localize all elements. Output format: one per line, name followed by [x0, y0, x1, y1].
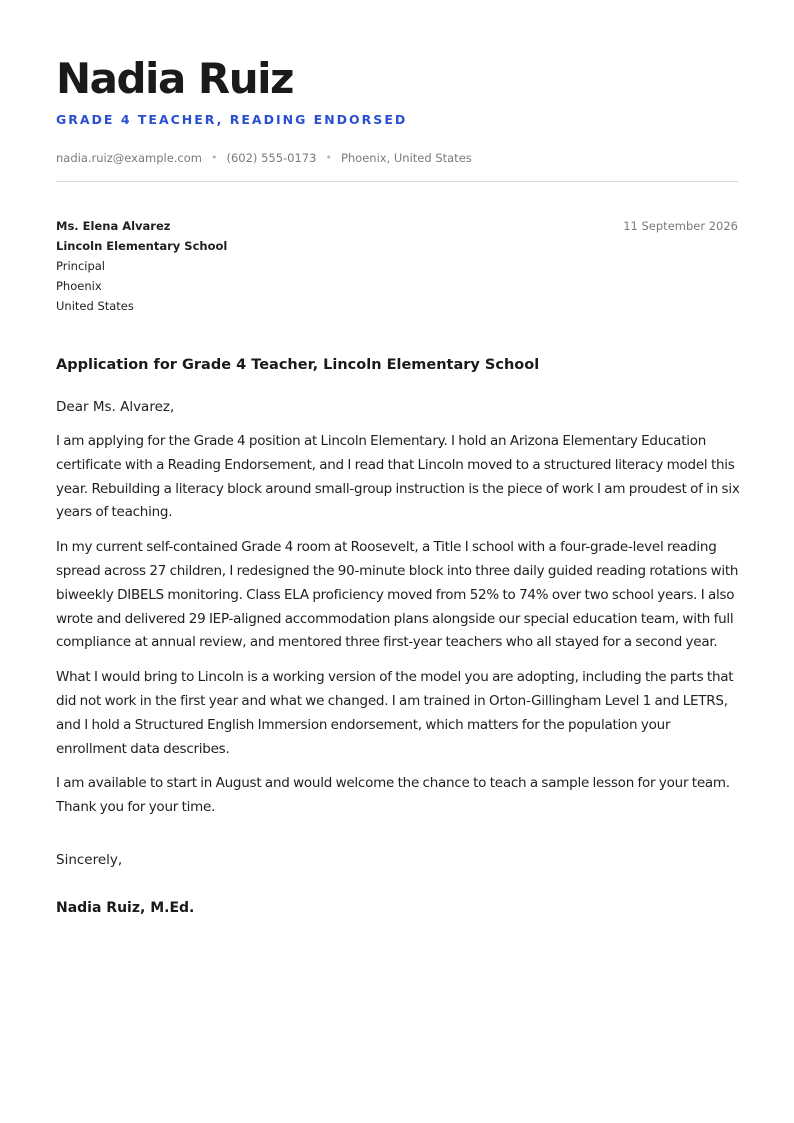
letter-meta — [56, 216, 738, 326]
recipient-title: Principal — [56, 259, 106, 273]
letter-paragraph: What I would bring to Lincoln is a working version of the model you are adopting, including the parts that did not work in the first year and what we changed. I am trained in Orton-Gillingham Level 1 and LETRS, and I hold a Structured English Immersion endorsement, which matters for the population your enrollment data describes. — [56, 669, 734, 757]
letter-signature: Nadia Ruiz, M.Ed. — [56, 899, 195, 916]
contact-location: Phoenix, United States — [340, 151, 472, 165]
header-divider — [56, 181, 738, 182]
recipient-name: Ms. Elena Alvarez — [56, 219, 171, 233]
contact-separator: • — [211, 151, 218, 164]
letter-subject: Application for Grade 4 Teacher, Lincoln Elementary School — [56, 357, 540, 373]
applicant-role: GRADE 4 TEACHER, READING ENDORSED — [56, 112, 408, 127]
letter-salutation: Dear Ms. Alvarez, — [56, 399, 175, 415]
letter-paragraph: In my current self-contained Grade 4 room at Roosevelt, a Title I school with a four-grade-level reading spread across 27 children, I redesigned the 90-minute block into three daily guided reading rotations with biweekly DIBELS monitoring. Class ELA proficiency moved from 52% to 74% over two school years. I also wrote and delivered 29 IEP-aligned accommodation plans alongside our special education team, with full compliance at annual review, and mentored three first-year teachers who all stayed for a second year. — [56, 539, 739, 651]
recipient-city: Phoenix — [56, 279, 102, 293]
letter-date: 11 September 2026 — [623, 219, 738, 233]
letter-paragraph: I am available to start in August and would welcome the chance to teach a sample lesson for your team. Thank you for your time. — [56, 775, 730, 816]
contact-separator: • — [325, 151, 332, 164]
contact-phone: (602) 555-0173 — [226, 151, 317, 165]
recipient-organization: Lincoln Elementary School — [56, 239, 228, 253]
contact-email: nadia.ruiz@example.com — [56, 151, 202, 165]
letter-closing: Sincerely, — [56, 851, 123, 868]
applicant-name: Nadia Ruiz — [56, 54, 293, 103]
recipient-country: United States — [56, 299, 134, 313]
contact-line — [56, 149, 738, 167]
letter-paragraph: I am applying for the Grade 4 position at Lincoln Elementary. I hold an Arizona Elementary Education certificate with a Reading Endorsement, and I read that Lincoln moved to a structured literacy model this year. Rebuilding a literacy block around small-group instruction is the piece of work I am proudest of in six years of teaching. — [56, 433, 740, 521]
